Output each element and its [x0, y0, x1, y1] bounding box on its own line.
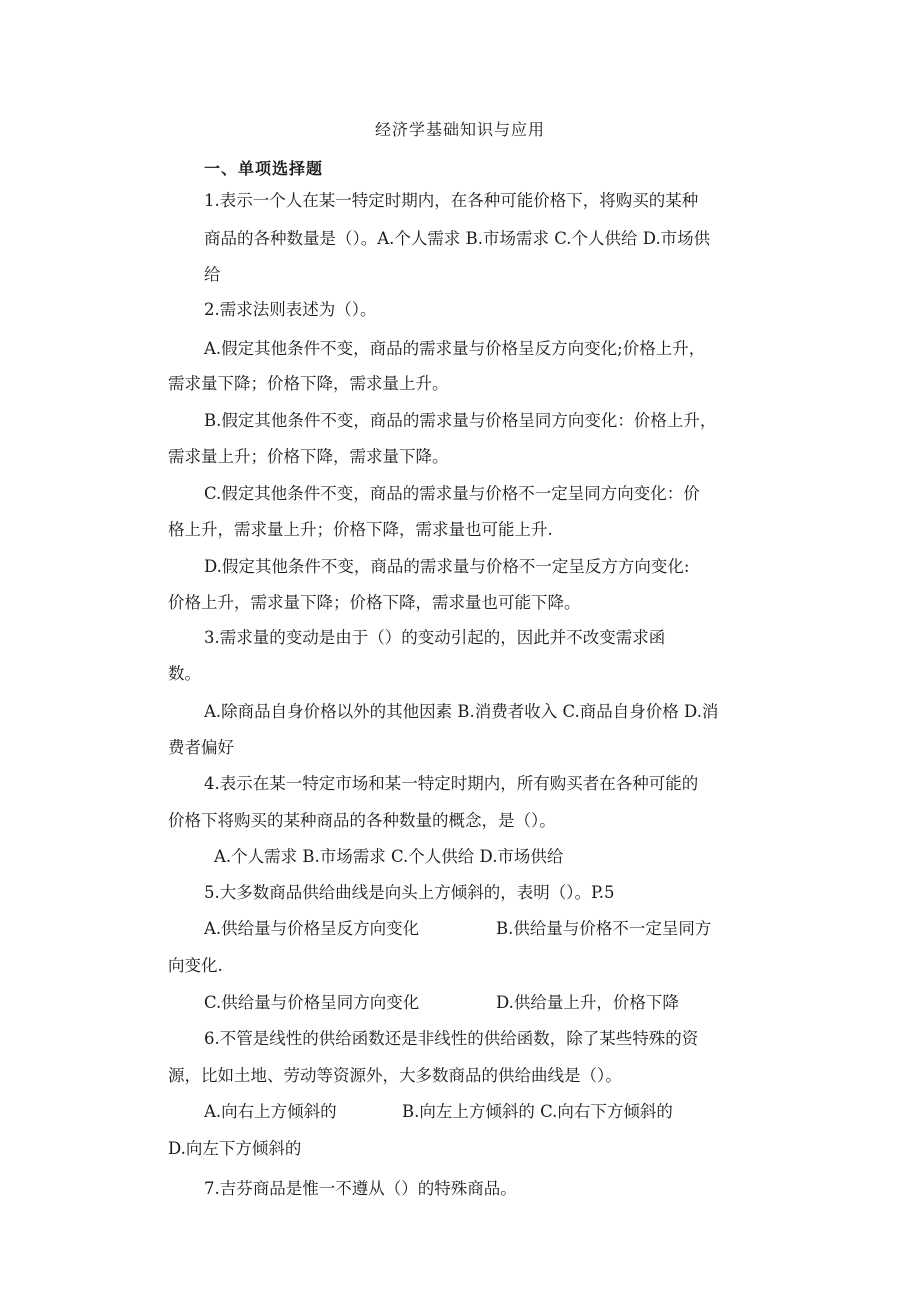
text-line: 格上升，需求量上升；价格下降，需求量也可能上升.: [168, 520, 553, 539]
text-line: 1.表示一个人在某一特定时期内，在各种可能价格下，将购买的某种: [204, 191, 699, 210]
text-line: D.供给量上升，价格下降: [496, 993, 679, 1012]
text-line: 7.吉芬商品是惟一不遵从（）的特殊商品。: [204, 1179, 517, 1198]
text-line: 向变化.: [168, 956, 223, 975]
text-line: 价格上升，需求量下降；价格下降，需求量也可能下降。: [168, 593, 581, 612]
text-line: A.供给量与价格呈反方向变化: [204, 919, 420, 938]
text-line: 4.表示在某一特定市场和某一特定时期内，所有购买者在各种可能的: [204, 774, 699, 793]
text-line: 6.不管是线性的供给函数还是非线性的供给函数，除了某些特殊的资: [204, 1029, 699, 1048]
text-line: A.除商品自身价格以外的其他因素 B.消费者收入 C.商品自身价格 D.消: [204, 702, 719, 721]
text-line: 3.需求量的变动是由于（）的变动引起的，因此并不改变需求函: [204, 628, 666, 647]
text-line: A.向右上方倾斜的: [204, 1102, 337, 1121]
text-line: 数。: [168, 664, 201, 683]
text-line: B.向左上方倾斜的 C.向右下方倾斜的: [402, 1102, 673, 1121]
text-line: C.假定其他条件不变，商品的需求量与价格不一定呈同方向变化：价: [204, 484, 700, 503]
section-heading: 一、单项选择题: [204, 159, 324, 178]
text-line: 费者偏好: [168, 738, 234, 757]
text-line: 源，比如土地、劳动等资源外，大多数商品的供给曲线是（）。: [168, 1066, 622, 1085]
document-title: 经济学基础知识与应用: [374, 120, 545, 139]
text-line: D.向左下方倾斜的: [168, 1139, 302, 1158]
text-line: B.供给量与价格不一定呈同方: [496, 919, 712, 938]
text-line: 商品的各种数量是（）。A.个人需求 B.市场需求 C.个人供给 D.市场供: [204, 229, 711, 248]
text-line: 2.需求法则表述为（）。: [204, 300, 377, 319]
text-line: A.个人需求 B.市场需求 C.个人供给 D.市场供给: [214, 847, 564, 866]
text-line: B.假定其他条件不变，商品的需求量与价格呈同方向变化：价格上升，: [204, 411, 717, 430]
text-line: 5.大多数商品供给曲线是向头上方倾斜的，表明（）。P.5: [204, 883, 615, 902]
text-line: 需求量上升；价格下降，需求量下降。: [168, 447, 449, 466]
text-line: 需求量下降；价格下降，需求量上升。: [168, 374, 449, 393]
text-line: A.假定其他条件不变，商品的需求量与价格呈反方向变化;价格上升，: [204, 339, 706, 358]
text-line: C.供给量与价格呈同方向变化: [204, 993, 420, 1012]
text-line: 给: [204, 265, 221, 284]
text-line: D.假定其他条件不变，商品的需求量与价格不一定呈反方方向变化:: [204, 557, 690, 576]
text-line: 价格下将购买的某种商品的各种数量的概念，是（）。: [168, 811, 556, 830]
